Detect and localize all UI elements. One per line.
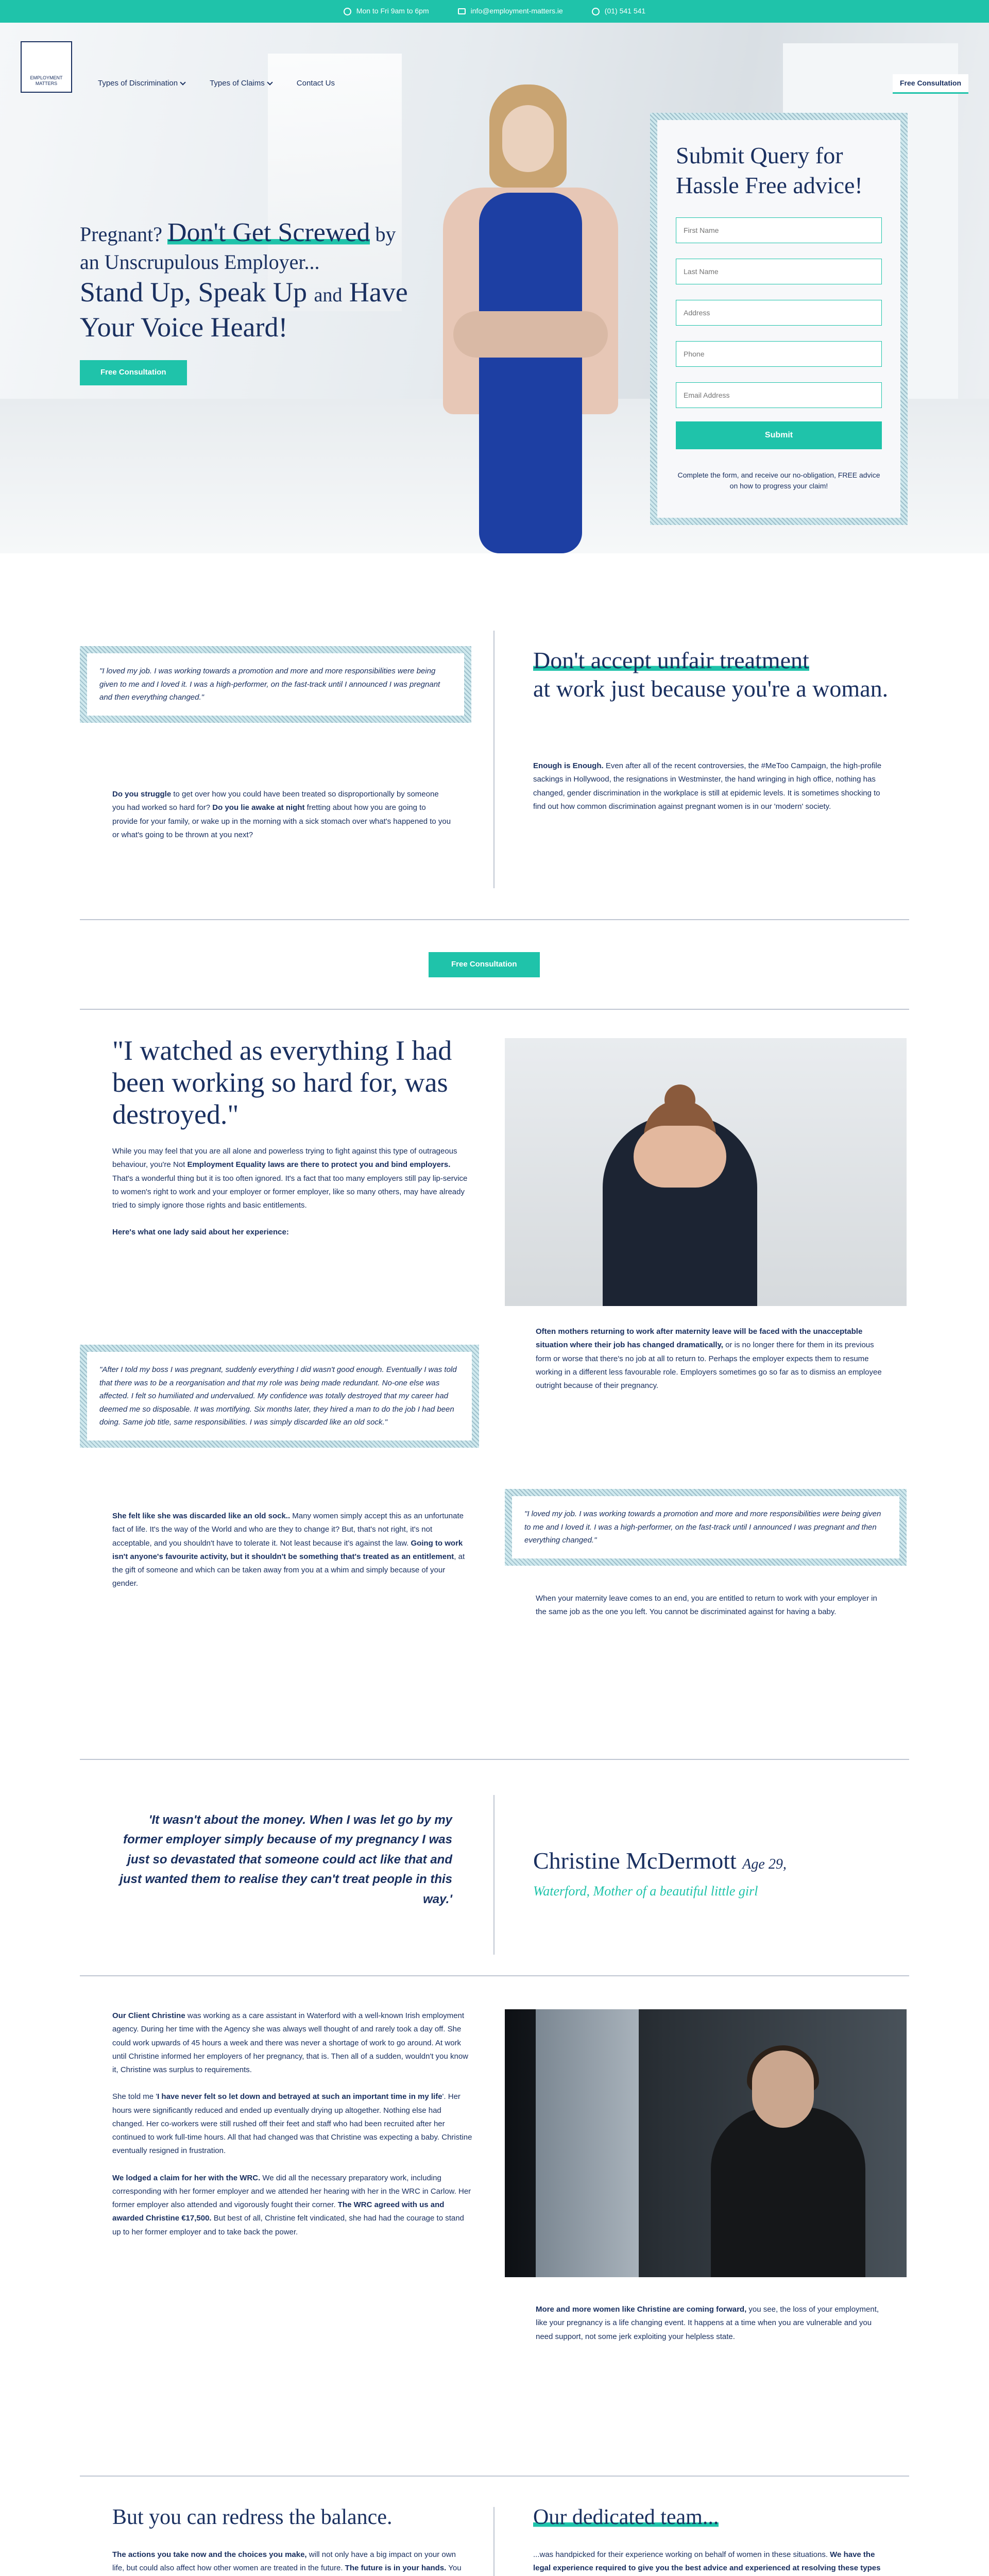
text: That's a wonderful thing but it is too often ignored. It's a fact that too many employers still pay lip-service to women's right to work and your employer or former employer, like so many others, may have already tried to simply ignore those rights and basic entitlements. xyxy=(112,1174,468,1210)
phone-item[interactable] xyxy=(592,5,645,17)
email-link[interactable]: info@employment-matters.ie xyxy=(470,7,563,15)
text: to get over how you could have been treated so disproportionally by someone you had worked so hard for? xyxy=(112,790,439,812)
client-name-block xyxy=(533,1841,894,1903)
text-bold: Going to work isn't anyone's favourite activity, but it shouldn't be something that's treated as an entitlement xyxy=(112,1538,463,1561)
client-quote-section xyxy=(0,1759,989,1991)
divider xyxy=(80,919,909,920)
hero-headline xyxy=(80,216,451,385)
headline-part: Stand Up, Speak Up xyxy=(80,277,307,308)
photo-woman-by-window xyxy=(505,2009,907,2277)
intro-paragraph xyxy=(112,788,452,842)
client-quote: 'It wasn't about the money. When I was let go by my former employer simply because of my pregnancy I was just so devastated that someone could act like that and just wanted them to realise they can't treat people in this way.' xyxy=(120,1813,452,1906)
enough-paragraph xyxy=(533,759,889,814)
text: or is no longer there for them in its previous form or worse that there's no job at all to return to. Perhaps the employer expects them to resume working in a different less favourable role. Employers sometimes go so far as to dismiss an employee outright because of their pregnancy. xyxy=(536,1341,882,1390)
nav-menu xyxy=(98,77,335,90)
headline-part: and xyxy=(314,284,343,306)
last-name-input[interactable] xyxy=(676,259,882,284)
headline-part: Pregnant? xyxy=(80,223,162,246)
text: ...was handpicked for their experience working on behalf of women in these situations. xyxy=(533,2550,830,2559)
case-study-text xyxy=(112,2009,473,2252)
hours-item xyxy=(344,5,429,17)
text: You xyxy=(448,2564,462,2573)
maternity-paragraph xyxy=(536,1325,886,1393)
text-bold: The actions you take now and the choices you make, xyxy=(112,2550,307,2559)
nav-item-types-of-discrimination[interactable] xyxy=(98,77,185,90)
dedicated-team-text xyxy=(533,2548,889,2576)
hero-section xyxy=(0,23,989,553)
envelope-icon xyxy=(458,8,466,14)
text-bold: The future is in your hands. xyxy=(345,2564,447,2573)
testimonial-text: "I loved my job. I was working towards a promotion and more and more responsibilities were being given to me and I loved it. I was a high-performer, on the fast-track until I announced I was pregnant and then everything changed." xyxy=(87,653,464,716)
old-sock-paragraph xyxy=(112,1510,473,1591)
nav-label: Types of Discrimination xyxy=(98,79,178,88)
text-bold: She felt like she was discarded like an old sock.. xyxy=(112,1512,291,1520)
text-bold: We have the legal experience required to give you the best advice and experienced at resolving these types xyxy=(533,2550,881,2573)
return-to-work-paragraph: When your maternity leave comes to an end, you are entitled to return to work with your employer in the same job as the one you left. You cannot be discriminated against for having a baby. xyxy=(536,1594,877,1617)
form-note: Complete the form, and receive our no-obligation, FREE advice on how to progress your claim! xyxy=(677,471,880,490)
nav-label: Types of Claims xyxy=(210,79,265,88)
text: will not only have a big impact on your own life, but could also affect how other women are treated in the future. xyxy=(112,2550,456,2573)
text: We did all the necessary preparatory work, including corresponding with her former employer and we attended her hearing with her in the WRC in Carlow. Her former employer also attended and vigorously fought their corner. xyxy=(112,2173,471,2209)
text-bold: Employment Equality laws are there to protect you and bind employers. xyxy=(187,1160,451,1170)
intro-section xyxy=(0,553,989,924)
divider xyxy=(493,1795,494,1955)
text: While you may feel that you are all alone and powerless trying to fight against this type of outrageous behaviour, you're Not xyxy=(112,1147,457,1170)
case-study-section xyxy=(0,1989,989,2478)
main-nav xyxy=(0,33,989,100)
hours-text: Mon to Fri 9am to 6pm xyxy=(356,7,429,15)
text: you see, the loss of your employment, like your pregnancy is a life changing event. It happens at a time when you are vulnerable and you need support, not some jerk exploiting your helpless state. xyxy=(536,2305,879,2341)
hero-free-consultation-button[interactable]: Free Consultation xyxy=(80,360,187,385)
heading-text: at work just because you're a woman. xyxy=(533,675,889,702)
redress-heading: But you can redress the balance. xyxy=(112,2505,393,2529)
text: But best of all, Christine felt vindicated, she had had the courage to stand up to her former employer and to take back the power. xyxy=(112,2214,464,2236)
submit-button[interactable]: Submit xyxy=(676,421,882,449)
section-quote-heading: "I watched as everything I had been working so hard for, was destroyed." xyxy=(112,1035,452,1130)
form-title: Hassle Free advice! xyxy=(676,172,863,198)
heading-highlight: Don't accept unfair treatment xyxy=(533,647,809,673)
text-bold: More and more women like Christine are coming forward, xyxy=(536,2305,747,2314)
text-bold: I have never felt so let down and betrayed at such an important time in my life xyxy=(157,2092,442,2102)
nav-item-types-of-claims[interactable] xyxy=(210,77,272,90)
text-bold: Often mothers returning to work after maternity leave will be faced with the unacceptable situation where their job has changed dramatically, xyxy=(536,1327,863,1350)
phone-link[interactable]: (01) 541 541 xyxy=(604,7,646,15)
dedicated-team-heading xyxy=(533,2504,889,2530)
text-bold: The WRC agreed with us and awarded Christine €17,500. xyxy=(112,2200,445,2223)
phone-input[interactable] xyxy=(676,341,882,367)
headline-part: by xyxy=(375,223,396,246)
headline-part: an Unscrupulous Employer... xyxy=(80,250,320,274)
unfair-treatment-heading xyxy=(533,646,889,703)
text-bold: We lodged a claim for her with the WRC. xyxy=(112,2173,261,2182)
site-logo[interactable] xyxy=(21,41,72,93)
email-input[interactable] xyxy=(676,382,882,408)
text: was working as a care assistant in Waterford with a well-known Irish employment agency. During her time with the Agency she was always well thought of and rarely took a day off. She could work upwards of 45 hours a week and there was never a shortage of work to go around. At work until Christine informed her employers of her pregnancy, that is. Then all of a sudden, wouldn't you know it, Christine was surplus to requirements. xyxy=(112,2011,469,2074)
divider xyxy=(493,2507,494,2576)
redress-text xyxy=(112,2548,468,2576)
testimonial-text: "After I told my boss I was pregnant, suddenly everything I did wasn't good enough. Eventually I was told that there was to be a reorganisation and that my role was being made redundant. No-one else was affected. I felt so humiliated and undervalued. My confidence was totally destroyed that my career had deemed me so disposable. It was mortifying. Six months later, they hired a man to do the job I had been doing. Same job title, same responsibilities. I was simply discarded like an old sock." xyxy=(87,1352,472,1440)
chevron-down-icon xyxy=(180,80,185,86)
text-bold: Our Client Christine xyxy=(112,2011,185,2020)
client-subtitle: Waterford, Mother of a beautiful little girl xyxy=(533,1883,758,1899)
text: fretting about how you are going to provide for your family, or wake up in the morning with a sick stomach over what's happened to you or what's going to be thrown at you next? xyxy=(112,803,451,839)
top-contact-bar xyxy=(0,0,989,23)
divider xyxy=(493,631,494,888)
coming-forward-paragraph xyxy=(536,2303,886,2344)
email-item[interactable] xyxy=(458,5,563,17)
address-input[interactable] xyxy=(676,300,882,326)
text: Even after all of the recent controversies, the #MeToo Campaign, the high-profile sackings in Hollywood, the resignations in Westminster, the hand wringing in high office, nothing has changed, gender discrimination in the workplace is still at epidemic levels. It is sometimes shocking to find out how common discrimination against pregnant women is in our 'modern' society. xyxy=(533,761,882,811)
redress-section xyxy=(0,2476,989,2576)
nav-label: Contact Us xyxy=(296,79,335,88)
testimonial-text: "I loved my job. I was working towards a promotion and more and more responsibilities were being given to me and I loved it. I was a high-performer, on the fast-track until I announced I was pregnant and then everything changed." xyxy=(512,1496,899,1558)
nav-item-contact-us[interactable] xyxy=(297,77,335,90)
divider xyxy=(80,1975,909,1976)
form-title: Submit Query for xyxy=(676,142,843,168)
client-age: Age 29, xyxy=(742,1856,787,1872)
headline-part: Your Voice Heard! xyxy=(80,311,288,343)
hero-photo-pregnant-woman xyxy=(422,84,639,553)
headline-highlight: Don't Get Screwed xyxy=(167,218,370,247)
clock-icon xyxy=(344,8,351,15)
testimonial-quote-box xyxy=(80,1345,479,1448)
free-consultation-button[interactable]: Free Consultation xyxy=(429,952,540,977)
testimonial-quote-box xyxy=(505,1489,907,1566)
text-bold: Here's what one lady said about her experience: xyxy=(112,1228,289,1237)
client-name: Christine McDermott xyxy=(533,1848,737,1874)
text-bold: Do you lie awake at night xyxy=(212,803,305,812)
query-form xyxy=(650,113,908,525)
heading-highlight: Our dedicated team... xyxy=(533,2505,719,2529)
chevron-down-icon xyxy=(267,80,272,86)
photo-distressed-woman xyxy=(505,1038,907,1306)
experience-section xyxy=(0,1010,989,1762)
testimonial-quote-box xyxy=(80,646,471,723)
text: She told me ' xyxy=(112,2092,158,2102)
logo-text: EMPLOYMENT MATTERS xyxy=(30,75,63,87)
text: , at the gift of someone and which can be taken away from you at a whim and simply because of your gender. xyxy=(112,1552,465,1588)
text: Many women simply accept this as an unfortunate fact of life. It's the way of the World and who are they to change it? But, that's not right, it's not acceptable, and you shouldn't have to tolerate it. Not least because it's against the law. xyxy=(112,1512,464,1548)
first-name-input[interactable] xyxy=(676,217,882,243)
equality-paragraph xyxy=(112,1145,473,1253)
text: '. Her hours were significantly reduced and ended up eventually drying up altogether. Nothing else had changed. Her co-workers were still rushed off their feet and staff who had been recruited after her continued to work full-time hours. All that had changed was that Christine was expecting a baby. Christine eventually resigned in frustration. xyxy=(112,2092,472,2156)
phone-icon xyxy=(592,8,600,15)
text-bold: Enough is Enough. xyxy=(533,761,604,770)
nav-free-consultation-button[interactable]: Free Consultation xyxy=(893,74,968,94)
text-bold: Do you struggle xyxy=(112,790,172,799)
headline-part: Have xyxy=(349,277,408,308)
